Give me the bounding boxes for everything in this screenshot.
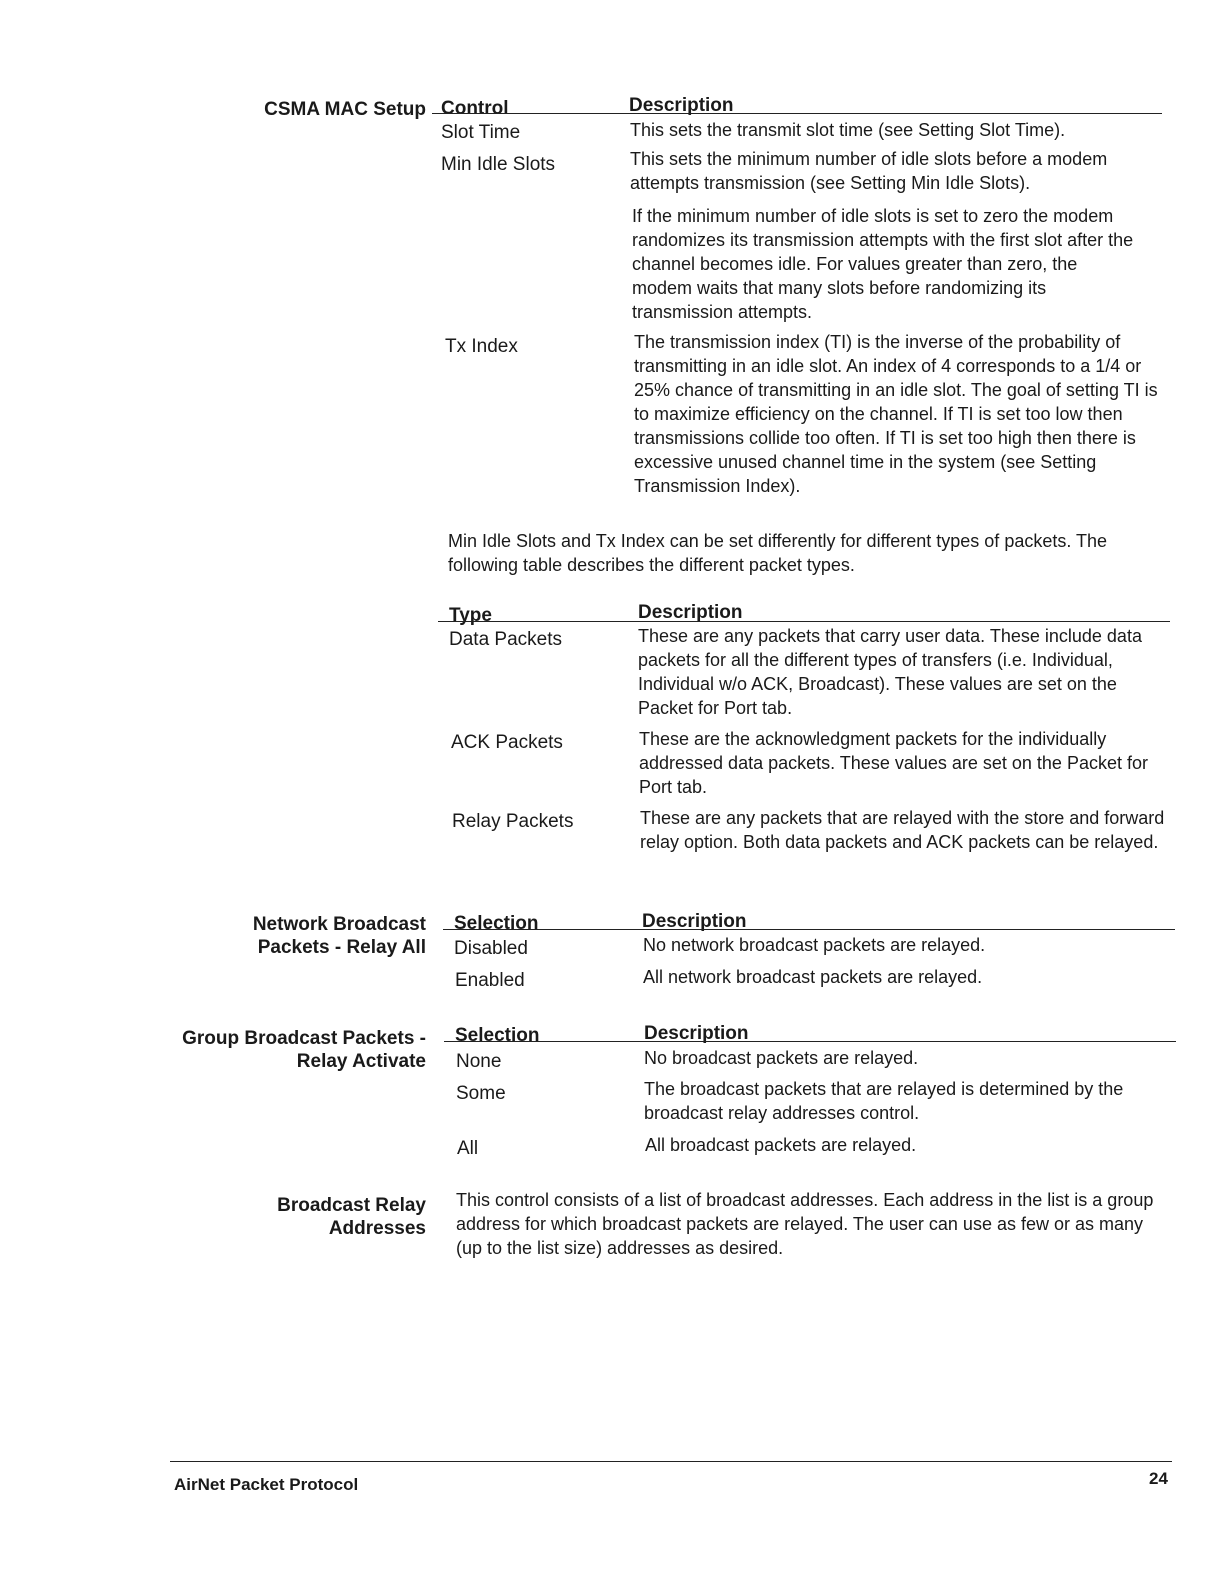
description-some: The broadcast packets that are relayed is determined by the broadcast relay addresses control. xyxy=(644,1079,1124,1123)
type-data-packets: Data Packets xyxy=(449,629,562,650)
selection-some: Some xyxy=(456,1083,506,1104)
description-enabled: All network broadcast packets are relayed. xyxy=(643,967,983,987)
description-disabled: No network broadcast packets are relayed. xyxy=(643,935,986,955)
broadcast-relay-addresses-text: This control consists of a list of broadcast addresses. Each address in the list is a group address for which broadcast packets are relayed. The user can use as few or as many (up to the list size) addresses as desired. xyxy=(456,1190,1154,1258)
header-rule xyxy=(443,929,1175,930)
control-min-idle-slots: Min Idle Slots xyxy=(441,154,556,175)
type-ack-packets: ACK Packets xyxy=(451,732,563,753)
description-all: All broadcast packets are relayed. xyxy=(645,1135,917,1155)
description-none: No broadcast packets are relayed. xyxy=(644,1048,919,1068)
section-label-line: Packets - Relay All xyxy=(257,937,426,958)
column-header-control: Control xyxy=(441,98,509,119)
selection-all: All xyxy=(457,1138,479,1159)
control-tx-index: Tx Index xyxy=(445,336,518,357)
header-rule xyxy=(444,1041,1176,1042)
column-header-type: Type xyxy=(449,605,492,626)
column-header-description: Description xyxy=(638,602,743,623)
description-min-idle-slots-detail: If the minimum number of idle slots is set to zero the modem randomizes its transmission attempts with the first slot after the channel becomes idle. For values greater than zero, the modem waits that many slots before randomizing its transmission attempts. xyxy=(632,206,1134,322)
column-header-description: Description xyxy=(629,95,734,116)
control-slot-time: Slot Time xyxy=(441,122,521,143)
description-tx-index: The transmission index (TI) is the inverse of the probability of transmitting in an idle slot. An index of 4 corresponds to a 1/4 or 25% chance of transmitting in an idle slot. The goal of setting TI is to maximize efficiency on the channel. If TI is set too low then transmissions collide too often. If TI is set too high then there is excessive unused channel time in the system (see Setting Transmission Index). xyxy=(634,332,1158,496)
section-label-group-broadcast xyxy=(182,1027,426,1073)
header-rule xyxy=(438,621,1170,622)
column-header-selection: Selection xyxy=(454,913,539,934)
section-label-csma-mac-setup: CSMA MAC Setup xyxy=(264,99,426,120)
selection-disabled: Disabled xyxy=(454,938,528,959)
description-ack-packets: These are the acknowledgment packets for the individually addressed data packets. These values are set on the Packet for Port tab. xyxy=(639,729,1148,797)
column-header-description: Description xyxy=(644,1023,749,1044)
selection-none: None xyxy=(456,1051,502,1072)
description-relay-packets: These are any packets that are relayed with the store and forward relay option. Both data packets and ACK packets can be relayed. xyxy=(640,808,1165,852)
column-header-selection: Selection xyxy=(455,1025,540,1046)
packet-types-intro: Min Idle Slots and Tx Index can be set differently for different types of packets. The following table describes the different packet types. xyxy=(448,531,1108,575)
description-data-packets: These are any packets that carry user data. These include data packets for all the different types of transfers (i.e. Individual, Individual w/o ACK, Broadcast). These values are set on the Packet for Port tab. xyxy=(638,626,1142,718)
footer-rule xyxy=(170,1461,1172,1462)
section-label-broadcast-relay-addresses xyxy=(277,1194,426,1240)
description-slot-time: This sets the transmit slot time (see Setting Slot Time). xyxy=(630,120,1066,140)
header-rule xyxy=(432,113,1162,114)
section-label-line: Network Broadcast xyxy=(252,914,426,935)
footer-title: AirNet Packet Protocol xyxy=(174,1475,359,1494)
section-label-line: Broadcast Relay xyxy=(277,1195,426,1216)
section-label-line: Relay Activate xyxy=(296,1051,426,1072)
column-header-description: Description xyxy=(642,911,747,932)
section-label-network-broadcast xyxy=(253,913,426,959)
selection-enabled: Enabled xyxy=(455,970,525,991)
section-label-line: Group Broadcast Packets - xyxy=(182,1028,426,1049)
section-label-line: Addresses xyxy=(328,1218,426,1239)
type-relay-packets: Relay Packets xyxy=(452,811,574,832)
page-number: 24 xyxy=(1149,1469,1168,1488)
description-min-idle-slots: This sets the minimum number of idle slots before a modem attempts transmission (see Setting Min Idle Slots). xyxy=(630,149,1108,193)
